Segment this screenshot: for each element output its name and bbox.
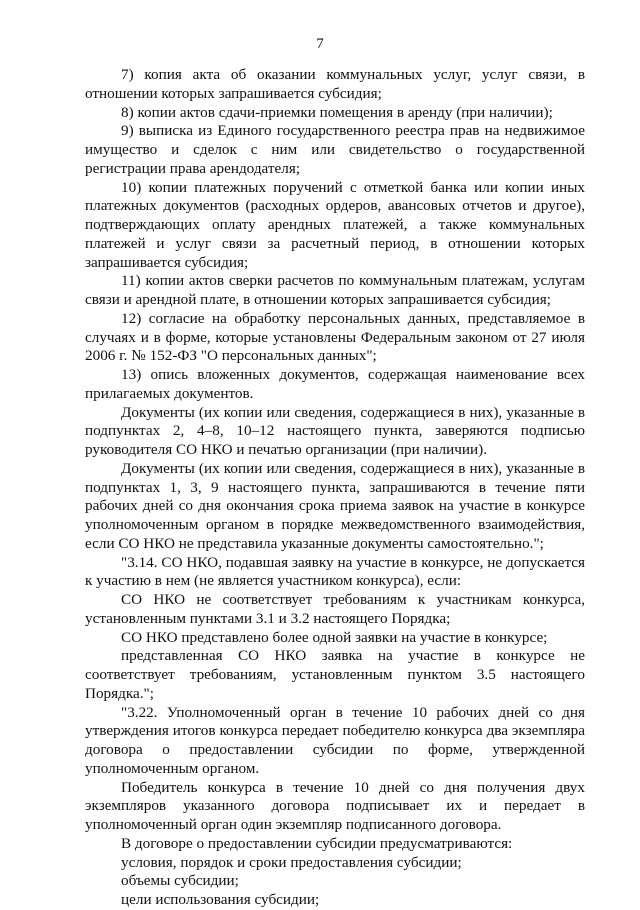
paragraph-item-9: 9) выписка из Единого государственного реестра прав на недвижимое имущество и сделок с ним или свидетельство о государственной регистрации права арендодателя;: [85, 122, 585, 177]
paragraph-provision-purposes: цели использования субсидии;: [121, 891, 320, 908]
paragraph-item-10: 10) копии платежных поручений с отметкой банка или копии иных платежных документов (расходных ордеров, авансовых отчетов и другое), подтверждающих оплату арендных платежей, а также коммунальных платежей и услуг связи за расчетный период, в отношении которых запрашивается субсидия;: [85, 178, 585, 271]
paragraph-item-12: 12) согласие на обработку персональных данных, представляемое в случаях и в форме, которые установлены Федеральным законом от 27 июля 2006 г. № 152-ФЗ "О персональных данных";: [85, 309, 585, 365]
paragraph-provision-volumes: объемы субсидии;: [121, 872, 239, 890]
page-number: 7: [316, 36, 324, 52]
paragraph-item-8: 8) копии актов сдачи-приемки помещения в аренду (при наличии);: [121, 103, 553, 121]
paragraph-provision-conditions: условия, порядок и сроки предоставления субсидии;: [121, 853, 462, 871]
paragraph-condition-multiple-applications: СО НКО представлено более одной заявки на участие в конкурсе;: [121, 628, 548, 646]
paragraph-interagency-request: Документы (их копии или сведения, содержащиеся в них), указанные в подпунктах 1, 3, 9 настоящего пункта, запрашиваются в течение пяти рабочих дней со дня окончания срока приема заявок на участие в конкурсе уполномоченным органом в порядке межведомственного взаимодействия, если СО НКО не представила указанные документы самостоятельно.";: [85, 459, 585, 552]
paragraph-item-7: 7) копия акта об оказании коммунальных услуг, услуг связи, в отношении которых запрашивается субсидия;: [85, 66, 585, 102]
paragraph-item-11: 11) копии актов сверки расчетов по коммунальным платежам, услугам связи и арендной плате, в отношении которых запрашивается субсидия;: [85, 272, 585, 308]
document-body: [85, 66, 585, 910]
paragraph-item-13: 13) опись вложенных документов, содержащая наименование всех прилагаемых документов.: [85, 366, 585, 402]
paragraph-winner-signing: Победитель конкурса в течение 10 дней со дня получения двух экземпляров указанного договора подписывает их и передает в уполномоченный орган один экземпляр подписанного договора.: [85, 778, 585, 833]
paragraph-clause-3-14: "3.14. СО НКО, подавшая заявку на участие в конкурсе, не допускается к участию в нем (не является участником конкурса), если:: [85, 553, 585, 590]
paragraph-certification: Документы (их копии или сведения, содержащиеся в них), указанные в подпунктах 2, 4–8, 10–12 настоящего пункта, заверяются подписью руководителя СО НКО и печатью организации (при наличии).: [85, 403, 585, 458]
paragraph-clause-3-22: "3.22. Уполномоченный орган в течение 10 рабочих дней со дня утверждения итогов конкурса передает победителю конкурса два экземпляра договора о предоставлении субсидии по форме, утвержденной уполномоченным органом.: [85, 703, 585, 777]
paragraph-condition-application-mismatch: представленная СО НКО заявка на участие в конкурсе не соответствует требованиям, установленным пунктом 3.5 настоящего Порядка.";: [85, 647, 585, 702]
paragraph-contract-provisions: В договоре о предоставлении субсидии предусматриваются:: [121, 834, 513, 852]
paragraph-condition-requirements: СО НКО не соответствует требованиям к участникам конкурса, установленным пунктами 3.1 и 3.2 настоящего Порядка;: [85, 591, 585, 627]
